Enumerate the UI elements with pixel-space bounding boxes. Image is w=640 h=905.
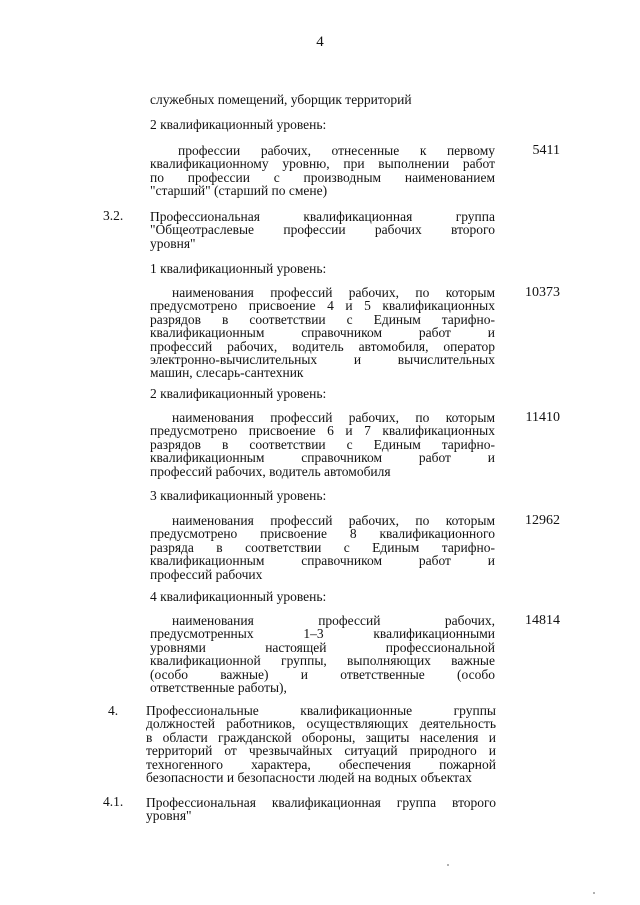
group-title-line: в области гражданской обороны, защиты населения и [146, 729, 496, 745]
row-description-line: предусмотрено присвоение 4 и 5 квалификационных [150, 298, 495, 314]
qualification-level-heading: 3 квалификационный уровень: [150, 488, 327, 503]
salary-code: 12962 [525, 513, 560, 528]
row-description-line: наименования профессий рабочих, [172, 613, 495, 628]
row-description-line: профессий рабочих [150, 566, 263, 582]
row-description-line: квалификационным справочником работ и [150, 553, 495, 569]
group-title [150, 210, 495, 250]
row-description-line: машин, слесарь-сантехник [150, 365, 304, 381]
row-description-line: наименования профессий рабочих, по которым [172, 410, 495, 425]
salary-code: 11410 [525, 410, 560, 425]
group-title-line: Профессиональная квалификационная группа второго [146, 795, 496, 810]
group-number: 4.1. [103, 794, 124, 809]
row-description-line: профессий рабочих, водитель автомобиля, оператор [150, 338, 495, 354]
row-description-line: электронно-вычислительных и вычислительных [150, 351, 495, 367]
salary-code: 10373 [525, 285, 560, 300]
group-title-line: "Общеотраслевые профессии рабочих второго [150, 222, 495, 238]
row-description-line: ответственные работы), [150, 679, 287, 695]
row-description-line: квалификационному уровню, при выполнении работ [150, 156, 495, 172]
scan-speck [593, 892, 595, 894]
scan-speck [447, 864, 449, 866]
row-description-line: профессий рабочих, водитель автомобиля [150, 463, 391, 479]
page-number: 4 [316, 34, 324, 50]
row-description [150, 514, 495, 581]
row-description-line: уровнями настоящей профессиональной [150, 639, 495, 655]
salary-code: 5411 [532, 143, 560, 158]
group-title-line: уровня" [146, 808, 192, 824]
group-title [146, 796, 496, 823]
row-description-line: профессии рабочих, отнесенные к первому [178, 143, 495, 158]
row-description-line: разряда в соответствии с Единым тарифно- [150, 539, 495, 555]
group-title-line: техногенного характера, обеспечения пожарной [146, 756, 496, 772]
group-title [146, 704, 496, 784]
row-description [150, 411, 495, 478]
qualification-level-heading: 2 квалификационный уровень: [150, 386, 327, 401]
row-description-line: разрядов в соответствии с Единым тарифно- [150, 311, 495, 327]
row-description-line: по профессии с производным наименованием [150, 169, 495, 185]
continuation-line: служебных помещений, уборщик территорий [150, 92, 412, 107]
row-description-line: квалификационной группы, выполняющих важные [150, 653, 495, 669]
row-description [150, 144, 495, 198]
qualification-level-heading: 4 квалификационный уровень: [150, 589, 327, 604]
row-description-line: предусмотрено присвоение 8 квалификационного [150, 526, 495, 542]
group-number: 3.2. [103, 208, 124, 223]
row-description-line: квалификационным справочником работ и [150, 325, 495, 341]
group-number: 4. [108, 703, 119, 718]
row-description-line: наименования профессий рабочих, по которым [172, 285, 495, 300]
row-description [150, 286, 495, 380]
qualification-level-heading: 2 квалификационный уровень: [150, 117, 327, 132]
row-description-line: (особо важные) и ответственные (особо [150, 666, 495, 682]
row-description-line: наименования профессий рабочих, по которым [172, 513, 495, 528]
group-title-line: должностей работников, осуществляющих деятельность [146, 716, 496, 732]
group-title-line: уровня" [150, 235, 196, 251]
row-description [150, 614, 495, 694]
row-description-line: разрядов в соответствии с Единым тарифно- [150, 436, 495, 452]
qualification-level-heading: 1 квалификационный уровень: [150, 261, 327, 276]
row-description-line: "старший" (старший по смене) [150, 183, 328, 199]
group-title-line: безопасности и безопасности людей на водных объектах [146, 769, 472, 785]
group-title-line: Профессиональные квалификационные группы [146, 703, 496, 718]
row-description-line: предусмотрено присвоение 6 и 7 квалификационных [150, 423, 495, 439]
row-description-line: квалификационным справочником работ и [150, 450, 495, 466]
group-title-line: территорий от чрезвычайных ситуаций природного и [146, 743, 496, 759]
row-description-line: предусмотренных 1–3 квалификационными [150, 626, 495, 642]
salary-code: 14814 [525, 613, 560, 628]
group-title-line: Профессиональная квалификационная группа [150, 209, 495, 224]
